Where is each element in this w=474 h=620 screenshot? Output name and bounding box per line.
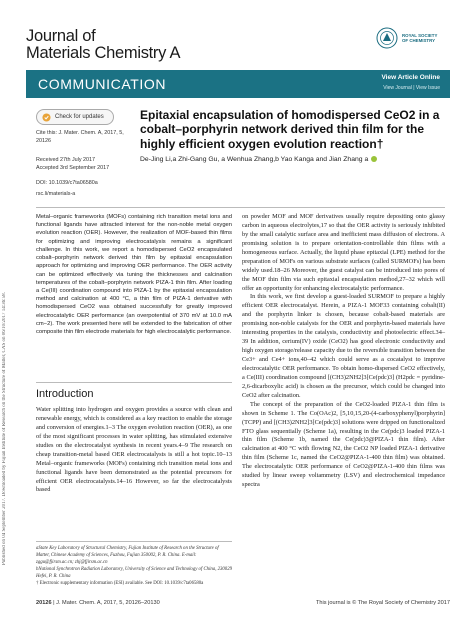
article-type-banner [26, 70, 450, 98]
authors-text: De-Jing Li,a Zhi-Gang Gu, a Wenhua Zhang,b Yao Kanga and Jian Zhang a [140, 156, 369, 163]
citation-info: Cite this: J. Mater. Chem. A, 2017, 5, 20126 [36, 130, 124, 144]
body-paragraph: The concept of the preparation of the CeO2-loaded PIZA-1 thin film is shown in Scheme 1. The Co(OAc)2, [5,10,15,20-(4-carboxyphenyl)porphyrin] (TCPP) and [(CH3)2NH2]3[Ce(pdc)3] solutions were dripped on functionalized FTO glass sequentially (Scheme 1a), resulting in the Ce(pdc)3 loaded PIZA-1 thin film (Scheme 1b, named the Ce(pdc)3@PIZA-1 thin film). After calcination at 400 °C with flowing N2, the CeO2 NP loaded PIZA-1 derivative thin film (Scheme 1c, named the CeO2@PIZA-1-400 thin film) was obtained. The electrocatalytic OER performance of CeO2@PIZA-1-400 thin films was studied by linear sweep voltammetry (LSV) and electrochemical impedance spectra [242, 400, 445, 489]
paper-title: Epitaxial encapsulation of homodispersed CeO2 in a cobalt–porphyrin network derived thin film for the highly efficient oxygen evolution reaction† [140, 108, 440, 151]
header-divider [36, 207, 445, 208]
right-column-body [242, 213, 445, 490]
check-updates-label: Check for updates [55, 114, 104, 120]
received-date: Received 27th July 2017 [36, 157, 96, 163]
rsc-logo[interactable] [376, 22, 448, 54]
body-paragraph: In this work, we first develop a guest-loaded SURMOF to prepare a highly efficient OER electrocatalyst. Herein, a PIZA-1 MOF33 containing cobalt(II) and the porphyrin linker is chosen, because cobalt-based materials are promising non-noble catalysts for the OER and porphyrin-based materials have interesting properties in the catalysis, conductivity and photoelectric effect.34–39 In addition, cerium(IV) oxide (CeO2) has good electronic conductivity and high oxygen storage/release capacity due to the reversible transition between the Ce3+ and Ce4+ ions,40–42 which could serve as a cocatalyst to improve electrocatalytic OER performance. To obtain homo-dispersed CeO2 effectively, a Ce(III) coordination compound [(CH3)2NH2]3[Ce(pdc)3] (H2pdc = pyridine-2,6-dicarboxylic acid) is chosen as the precursor, which could be changed into CeO2 after calcination. [242, 293, 445, 399]
affiliation-divider [36, 541, 232, 542]
page-footer [26, 600, 450, 610]
doi-link[interactable]: DOI: 10.1039/c7ta06580a [36, 180, 98, 186]
introduction-heading: Introduction [36, 388, 94, 400]
body-paragraph: on powder MOF and MOF derivatives usually require depositing onto glassy carbon in aqueous electrolytes,17 so that the OER activity is seriously inhibited by the small catalytic surface area and inefficient mass diffusion of electrons. A promising solution is to prepare orientation-controllable thin films with a homogeneous surface. Actually, the liquid phase epitaxial (LPE) method for the preparation of MOFs on various substrate surfaces (called SURMOFs) has been widely used.18–26 Moreover, the guest catalyst can be introduced into pores of the MOF thin film via such epitaxial encapsulation method,27–32 which will offer an opportunity for enhancing electrocatalytic performance. [242, 213, 445, 292]
check-for-updates-button[interactable] [36, 109, 114, 125]
affiliation-b: bNational Synchrotron Radiation Laboratory, University of Science and Technology of China, 230029 Hefei, P. R. China [36, 566, 232, 579]
download-notice: Published on 04 September 2017. Downloaded by Fujian Institute of Research on the Structure of Matter, CAS on 06/10/2017 14:36:58. [2, 292, 7, 565]
abstract-divider [36, 382, 232, 383]
esi-note: † Electronic supplementary information (ESI) available. See DOI: 10.1039/c7ta06580a [36, 580, 204, 586]
journal-title [26, 28, 180, 63]
view-article-online-link[interactable]: View Article Online [381, 74, 440, 81]
footer-copyright: This journal is © The Royal Society of Chemistry 2017 [316, 600, 450, 606]
check-updates-icon [42, 113, 51, 122]
received-accepted-dates [36, 157, 136, 173]
rsc-short-url[interactable]: rsc.li/materials-a [36, 191, 76, 197]
introduction-text: Water splitting into hydrogen and oxygen provides a source with clean and renewable energy, which is considered as a key reaction to enable the storage and conversion of energies.1–3 The oxygen evolution reaction (OER), as one of the most significant processes in water splitting, has stimulated extensive studies on the electrocatalyst synthesis in recent years.4–9 The research on cheap transition-metal based OER electrocatalysts is still a hot topic.10–13 Metal–organic frameworks (MOFs) containing rich transition metal ions and functional ligands have been demonstrated as the potential precursors for efficient OER electrocatalysts.14–16 However, so far the electrocatalysts based [36, 406, 232, 494]
footer-journal-citation: J. Mater. Chem. A, 2017, 5, 20126–20130 [56, 600, 160, 606]
page-number: 20126 [36, 600, 52, 606]
article-type-label: COMMUNICATION [38, 76, 167, 92]
view-journal-issue-link[interactable]: View Journal | View Issue [383, 85, 440, 91]
journal-title-line2: Materials Chemistry A [26, 44, 181, 63]
orcid-icon[interactable] [371, 156, 377, 162]
abstract: Metal–organic frameworks (MOFs) containing rich transition metal ions and functional ligands have attracted interest for the non-noble metal oxygen evolution reaction (OER). However, the realization of MOF-based thin films for optimizing and improving electrocatalysis remains a significant challenge. In this work, we report a homodispersed CeO2 encapsulated cobalt–porphyrin network derived thin film by epitaxial encapsulation approach for optimizing and improving OER performance. The OER activity can be optimized effectively via tuning the thicknesses and calcination temperatures of the cobalt–porphyrin network PIZA-1 thin film. After loading a Ce(III) coordination compound into PIZA-1 by the epitaxial encapsulation method and calcination at 400 °C, a thin film of PIZA-1 derivative with homodispersed CeO2 was obtained successfully for greatly improved electrocatalytic OER performance (an overpotential of 370 mV at 10.0 mA cm−2). The work presented here will be extended to the fabrication of other composite thin film electrode materials for high electrocatalytic performance. [36, 214, 232, 336]
rsc-logo-text: ROYAL SOCIETY OF CHEMISTRY [402, 32, 438, 43]
accepted-date: Accepted 3rd September 2017 [36, 164, 110, 171]
author-list [140, 156, 445, 165]
rsc-seal-icon [376, 27, 398, 49]
affiliation-a: aState Key Laboratory of Structural Chemistry, Fujian Institute of Research on the Structure of Matter, Chinese Academy of Sciences, Fuzhou, Fujian 350002, P. R. China. E-mail: zggu@fjirsm.ac.cn; zhj@fjirsm.ac.cn [36, 546, 219, 565]
footer-citation: 20126 | J. Mater. Chem. A, 2017, 5, 20126–20130 [36, 600, 160, 606]
affiliations [36, 546, 232, 588]
journal-title-line1: Journal of [26, 27, 96, 45]
